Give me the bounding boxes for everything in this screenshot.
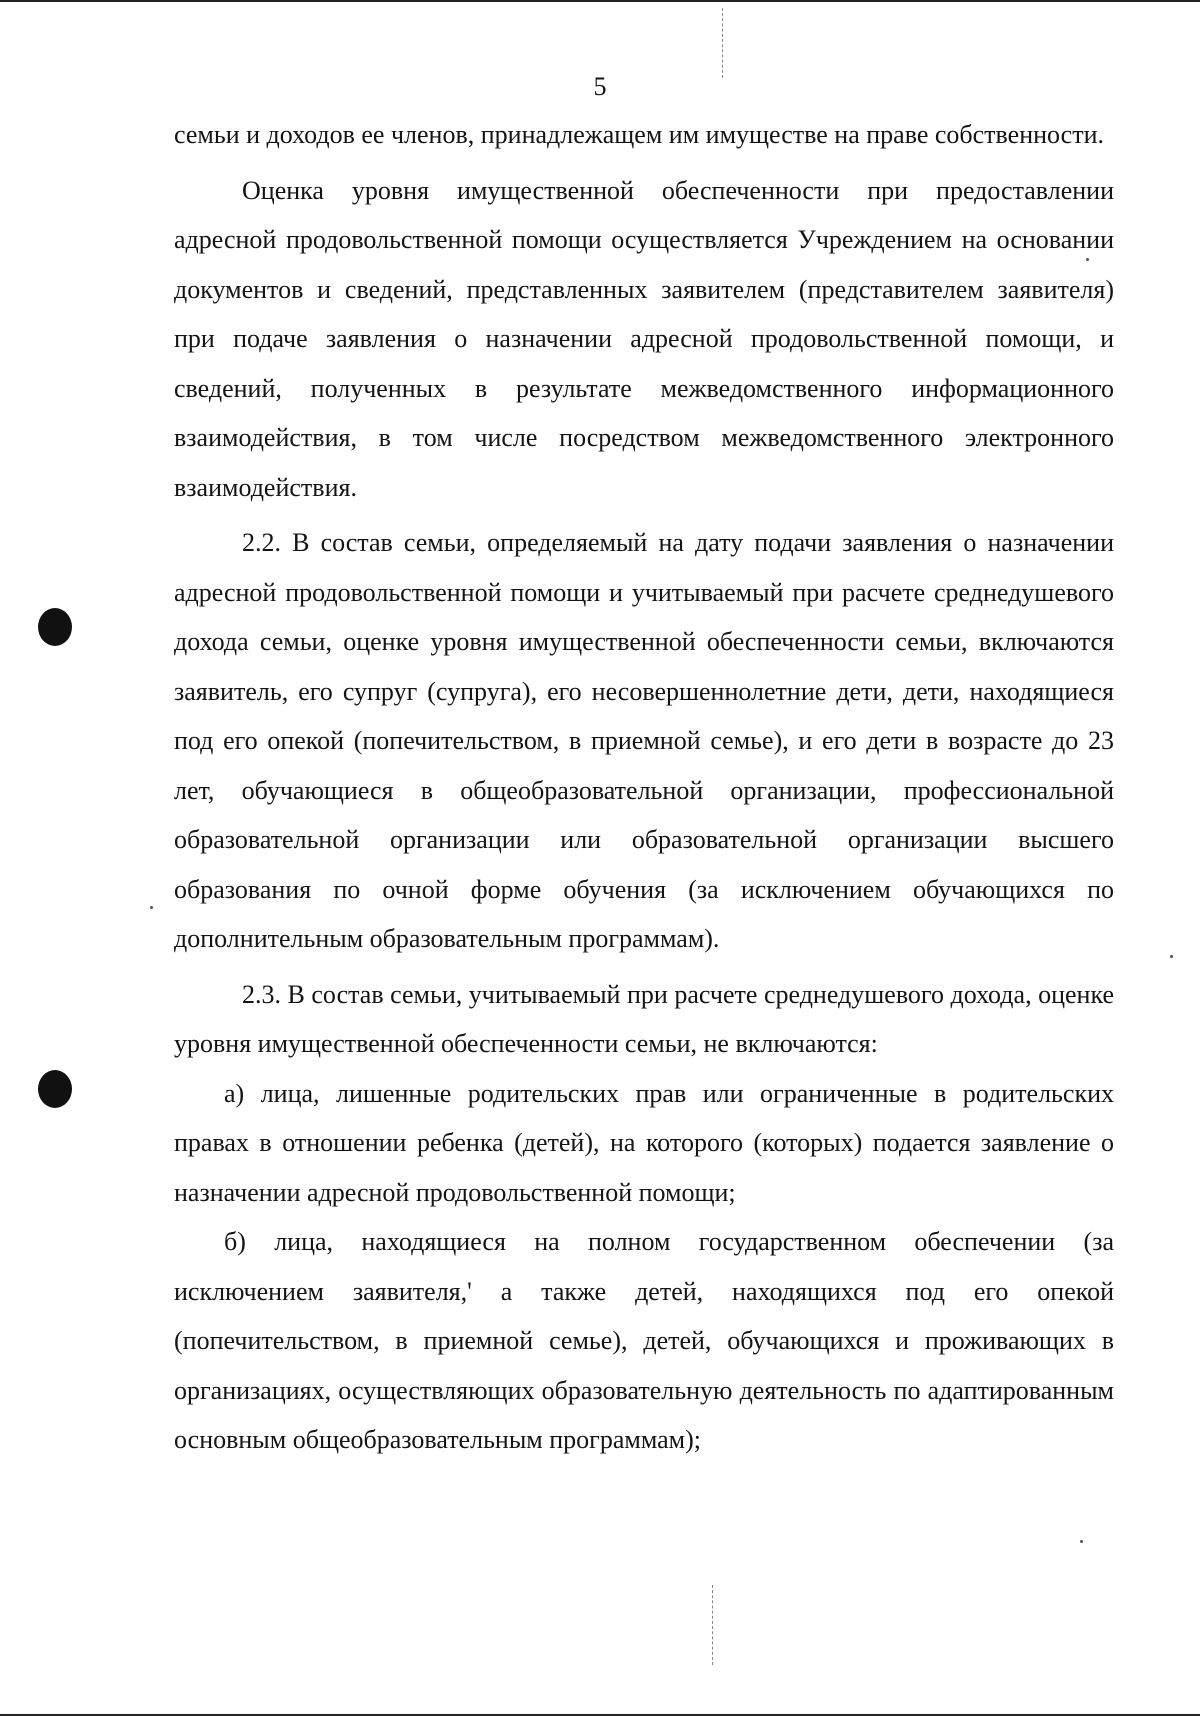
page-number: 5 xyxy=(593,72,607,101)
scan-speck xyxy=(1086,258,1089,261)
paragraph-item-a: а) лица, лишенные родительских прав или ограниченные в родительских правах в отношении ребенка (детей), на которого (которых) подается заявление о назначении адресной продовольственной помощи; xyxy=(174,1078,1114,1207)
punch-hole xyxy=(38,1070,72,1108)
scan-speck xyxy=(1080,1540,1083,1543)
top-edge-line xyxy=(0,0,1200,2)
scan-artifact-line xyxy=(722,8,724,78)
paragraph-2-3: 2.3. В состав семьи, учитываемый при расчете среднедушевого дохода, оценке уровня имущественной обеспеченности семьи, не включаются: xyxy=(174,979,1114,1058)
punch-hole xyxy=(38,608,72,646)
paragraph-2-2: 2.2. В состав семьи, определяемый на дату подачи заявления о назначении адресной продовольственной помощи и учитываемый при расчете среднедушевого дохода семьи, оценке уровня имущественной обеспеченности семьи, включаются заявитель, его супруг (супруга), его несовершеннолетние дети, дети, находящиеся под его опекой (попечительством, в приемной семье), и его дети в возрасте до 23 лет, обучающиеся в общеобразовательной организации, профессиональной образовательной организации или образовательной организации высшего образования по очной форме обучения (за исключением обучающихся по дополнительным образовательным программам). xyxy=(174,528,1114,953)
paragraph-continuation: семьи и доходов ее членов, принадлежащем им имуществе на праве собственности. xyxy=(174,120,1104,149)
paragraph-assessment: Оценка уровня имущественной обеспеченности при предоставлении адресной продовольственной помощи осуществляется Учреждением на основании документов и сведений, представленных заявителем (представителем заявителя) при подаче заявления о назначении адресной продовольственной помощи, и сведений, полученных в результате межведомственного информационного взаимодействия, в том числе посредством межведомственного электронного взаимодействия. xyxy=(174,175,1114,502)
document-body xyxy=(174,110,1114,1465)
scan-artifact-line xyxy=(712,1585,714,1665)
paragraph-item-b: б) лица, находящиеся на полном государственном обеспечении (за исключением заявителя,' а также детей, находящихся под его опекой (попечительством, в приемной семье), детей, обучающихся и проживающих в организациях, осуществляющих образовательную деятельность по адаптированным основным общеобразовательным программам); xyxy=(174,1227,1114,1454)
scan-speck xyxy=(150,906,153,909)
scan-speck xyxy=(1170,955,1173,958)
